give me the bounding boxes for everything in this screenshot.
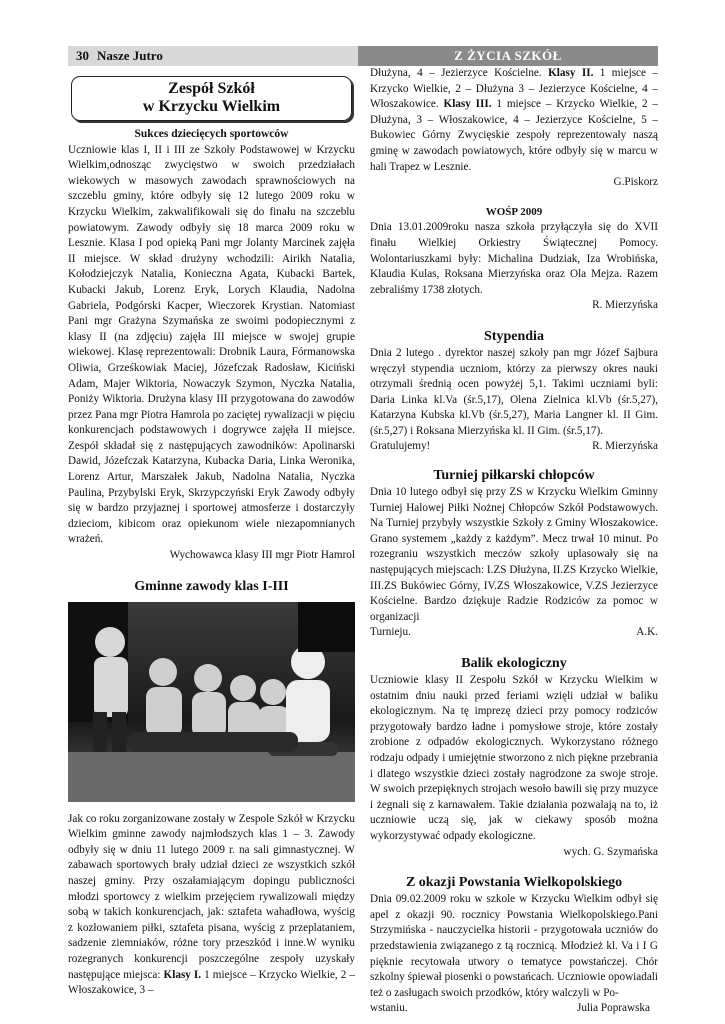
stypendia-body: Dnia 2 lutego . dyrektor naszej szkoły pan mgr Józef Sajbura wręczył stypendia uczniom, którzy za pierwszy okres nauki otrzymali średnią ocen powyżej 5,1. Takimi uczniami byli: Daria Linka kl.Va (śr.5,17), Olena Zielnica kl.Vb (śr.5,27), Katarzyna Kubska kl.Vb (śr.5,27), Maria Langner kl. II Gim. (śr.5,27) i Roksana Mierzyńska kl. II Gim. (śr.5,17). [370,346,658,437]
gminne-klasa2-text: 1 miejsce – Krzycko Wielkie, 2 – Dłużyna 3 – Jezierzyce Kościelne, 4 – Włoszakowice. [370,67,658,111]
magazine-name: Nasze Jutro [97,48,163,63]
school-title-box [71,76,352,121]
powstanie-ending: wstaniu. [370,1002,408,1015]
section-name: Z ŻYCIA SZKÓŁ [358,46,658,66]
turniej-body: Dnia 10 lutego odbył się przy ZS w Krzycku Wielkim Gminny Turniej Halowej Piłki Nożnej Chłopców Szkół Podstawowych. Na Turniej przybyły wszystkie Szkoły z Gminy Włoszakowice. Grano systemem „każdy z każdym”. Mecz trwał 10 minut. Po rozegraniu wszystkich meczów szkoły uplasowały się na następujących miejscach: I.ZS Dłużyna, II.ZS Krzycko Wielkie, III.ZS Bukówiec Górny, IV.ZS Włoszakowice, V.ZS Jezierzyce Kościelne. Bardzo dziękuje Radzie Rodziców za pomoc w organizacji [370,486,658,623]
balik-title: Balik ekologiczny [461,656,567,671]
wosp-signature: R. Mierzyńska [592,299,658,312]
gminne-title: Gminne zawody klas I-III [134,578,289,594]
gminne-body [68,812,355,999]
stypendia-title: Stypendia [484,328,544,344]
right-column [370,66,658,1017]
sport-title: Sukces dziecięcych sportowców [134,128,289,140]
wosp-body: Dnia 13.01.2009roku nasza szkoła przyłączyła się do XVII finału Wielkiej Orkiestry Świątecznej Pomocy. Wolontariuszkami były: Michalina Dudziak, Iza Wrobińska, Klaudia Kulas, Roksana Mierzyńska oraz Ola Mejza. Razem zebraliśmy 1738 złotych. [370,221,658,296]
turniej-ending: Turnieju. [370,626,411,639]
school-title-line1: Zespół Szkół [168,80,255,97]
stypendia-ending: Gratulujemy! [370,440,431,453]
powstanie-title: Z okazji Powstania Wielkopolskiego [405,875,623,891]
gminne-signature: G.Piskorz [613,176,658,189]
stypendia-footer [370,439,658,455]
sport-body: Uczniowie klas I, II i III ze Szkoły Podstawowej w Krzycku Wielkim,odnosząc zwycięstwo w swoich przedziałach wiekowych w masowych zawodach sprawnościowych na szczeblu gminy, które odbyły się 12 lutego 2009 roku w Krzycku Wielkim, zakwalifikowali się do finału na szczeblu powiatowym. Zawody odbyły się 18 marca 2009 roku w Lesznie. Klasa I pod opieką Pani mgr Jolanty Marcinek zajęła II miejsce. W skład drużyny wchodzili: Airikh Natalia, Kołodziejczyk Natalia, Konieczna Agata, Kubacki Bartek, Kubacki Jakub, Lorenz Eryk, Lorych Klaudia, Nadolna Gabriela, Podgórski Kacper, Wieczorek Krystian. Natomiast Pani mgr Grażyna Szymańska ze swoimi podopiecznymi z klasy II (na zdjęciu) zajęła III miejsce w swojej grupie wiekowej. Klasę reprezentowali: Drobnik Laura, Fórmanowska Oliwia, Grześkowiak Maciej, Józefczak Radosław, Kiciński Adam, Majer Wiktoria, Nowaczyk Szymon, Nyczka Natalia, Poniży Wiktoria. Drużyna klasy III przygotowana do zawodów przez Pana mgr Piotra Hamrola po zaciętej rywalizacji w pięciu konkurencjach podstawowych i dogrywce zajęła II miejsce. Zespół składał się z następujących zawodników: Apolinarski Dawid, Józefczak Katarzyna, Kubacka Daria, Linka Weronika, Lorenz Artur, Marszałek Jakub, Nadolna Natalia, Nyczka Paulina, Przybylski Eryk, Skrzypczyński Eryk Zawody odbyły się w bardzo przyjaznej i sportowej atmosferze i dostarczyły dzieciom, kibicom oraz opiekunom wiele niezapomnianych wrażeń. [68,143,355,546]
stypendia-signature: R. Mierzyńska [592,440,658,453]
gminne-continuation [370,66,658,175]
wosp-title: WOŚP 2009 [485,205,543,218]
header-left [68,46,358,66]
turniej-signature: A.K. [636,626,658,639]
children-photo [68,602,355,802]
sport-signature: Wychowawca klasy III mgr Piotr Hamrol [169,549,355,562]
turniej-footer [370,625,658,641]
gminne-klasa1-text: 1 miejsce – Krzycko Wielkie, 2 – Włoszakowice, 3 – [68,968,355,997]
school-title-line2: w Krzycku Wielkim [142,98,281,115]
gminne-klasa3-label: Klasy III. [443,98,492,111]
page-number: 30 [76,48,89,63]
gminne-klasa3-text: 1 miejsce – Krzycko Wielkie, 2 – Dłużyna, 3 – Włoszakowice, 4 – Jezierzyce Kościelne, 5 – Bukowiec Górny Zwycięskie zespoły reprezentowały naszą gminę w zawodach powiatowych, które odbyły się w marcu w hali Trapez w Lesznie. [370,98,659,173]
gminne-klasa1-label: Klasy I. [163,968,202,981]
gminne-body-text: Jak co roku zorganizowane zostały w Zespole Szkół w Krzycku Wielkim gminne zawody najmłodszych klas 1 – 3. Zawody odbyły się w dniu 11 lutego 2009 r. na sali gimnastycznej. W zabawach sportowych brały udział dzieci ze wszystkich szkół naszej gminy. Przy oszałamiającym dopingu publiczności młodzi sportowcy z wielkim przejęciem rywalizowali między sobą w takich konkurencjach, jak: sztafeta wahadłowa, wyścig z kozłowaniem piłki, sztafeta pisana, wyścig z przeplataniem, sadzenie ziemniaków, różne tory przeszkód i inne.W wyniku rozegranych konkurencji poszczególne zespoły uzyskały następujące miejsca: [68,812,355,981]
children-photo-image [68,602,355,802]
balik-body: Uczniowie klasy II Zespołu Szkół w Krzycku Wielkim w ostatnim dniu nauki przed feriami wzięli udział w baliku ekologicznym. Na tę imprezę dzieci przy pomocy rodziców przygotowały bardzo ładne i pomysłowe stroje, które zostały zrobione z odpadów ekologicznych. Wykorzystano różnego rodzaju odpady i umiejętnie stworzono z nich piękne przebrania i dlatego wszystkie dzieci zostały nagrodzone za swoje stroje. W swoich przepięknych strojach wesoło bawili się przy muzyce i żegnali się z karnawałem. Takie działania pozwalają na to, iż uczniowie uczą się, jak w ciekawy sposób można wykorzystywać odpady ekologiczne. [370,674,658,842]
powstanie-signature: Julia Poprawska [576,1002,650,1015]
gminne-cont1: Dłużyna, 4 – Jezierzyce Kościelne. [370,67,542,79]
powstanie-body: Dnia 09.02.2009 roku w szkole w Krzycku Wielkim odbył się apel z okazji 90. rocznicy Powstania Wielkopolskiego.Pani Strzymińska - nauczycielka historii - przygotowała uczniów do przedstawienia związanego z tą rocznicą. Młodzież kl. Va i I G pięknie recytowała utwory o tematyce powstańczej. Chór szkolny śpiewał piosenki o powstańcach. Uczniowie opowiadali też o zasługach swoich przodków, który walczyli w Po- [370,893,659,999]
powstanie-footer [370,1001,658,1017]
left-column [68,74,355,999]
balik-signature: wych. G. Szymańska [563,845,658,858]
turniej-title: Turniej piłkarski chłopców [433,468,595,484]
page-header [68,46,658,66]
gminne-klasa2-label: Klasy II. [548,67,594,79]
